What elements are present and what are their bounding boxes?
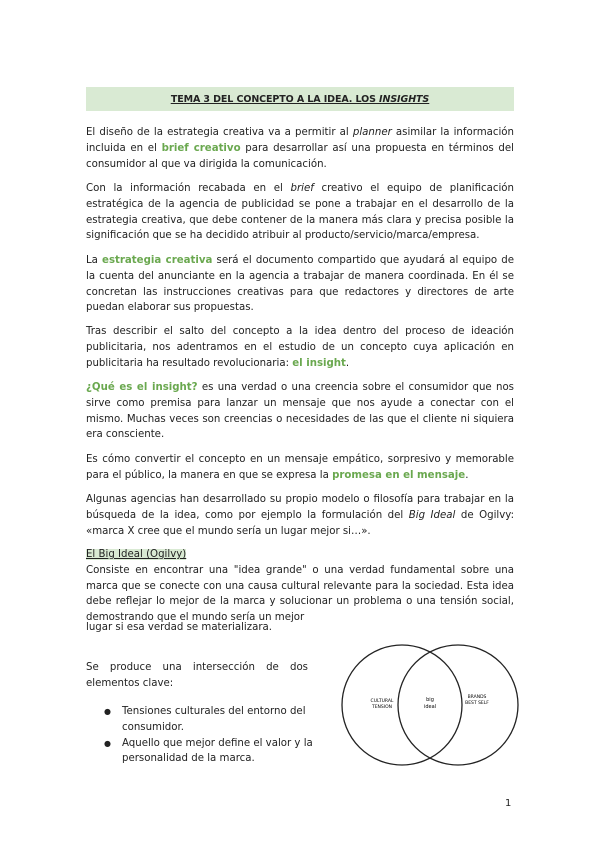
big-ideal-heading: El Big Ideal (Ogilvy) <box>86 549 187 560</box>
venn-diagram <box>330 640 530 770</box>
big-ideal-last-line: lugar si esa verdad se materializara. <box>86 622 273 633</box>
highlight-el-insight: el insight <box>292 357 346 369</box>
paragraph-4: Tras describir el salto del concepto a la idea dentro del proceso de ideación publicitaria, nos adentramos en el estudio de un concepto cuya aplicación en publicitaria ha resultado revolucionaria: el insight. <box>86 326 514 369</box>
list-item: ● Tensiones culturales del entorno del consumidor. <box>104 704 314 736</box>
highlight-promesa: promesa en el mensaje <box>332 469 466 481</box>
venn-center-label-1: big <box>426 697 434 703</box>
venn-circle-cultural <box>342 645 462 765</box>
highlight-que-es-insight: ¿Qué es el insight? <box>86 382 198 393</box>
title-text: TEMA 3 DEL CONCEPTO A LA IDEA. LOS <box>170 93 380 105</box>
paragraph-1: El diseño de la estrategia creativa va a permitir al planner asimilar la información incluida en el brief creativo para desarrollar así una propuesta en términos del consumidor al que va dirigida la comunicación. <box>86 127 514 170</box>
bullet-list <box>104 704 314 767</box>
venn-circle-brand <box>398 645 518 765</box>
paragraph-7: Algunas agencias han desarrollado su propio modelo o filosofía para trabajar en la búsqueda de la idea, como por ejemplo la formulación del Big Ideal de Ogilvy: «marca X cree que el mundo sería un lugar mejor si…». <box>86 494 515 537</box>
venn-right-label-1: BRANDS <box>467 695 487 700</box>
paragraph-5: ¿Qué es el insight? es una verdad o una creencia sobre el consumidor que nos sirve como premisa para lanzar un mensaje que nos ayude a conectar con el mismo. Muchas veces son creencias o necesidades de las que el cliente ni siquiera era consciente. <box>86 382 514 441</box>
venn-left-label-1: CULTURAL <box>370 699 394 704</box>
venn-center-label-2: ideal <box>423 704 437 710</box>
title-italic: INSIGHTS <box>379 93 430 105</box>
big-ideal-section: El Big Ideal (Ogilvy) Consiste en encontrar una "idea grande" o una verdad fundamental sobre una marca que se conecte con una causa cultural relevante para la sociedad. Esta idea debe reflejar lo mejor de la marca y solucionar un problema o una tensión social, demostrando que el mundo sería un mejor <box>86 549 514 624</box>
venn-right-label-2: BEST SELF <box>465 701 489 706</box>
highlight-estrategia-creativa: estrategia creativa <box>102 255 213 266</box>
list-item: ● Aquello que mejor define el valor y la personalidad de la marca. <box>104 736 314 768</box>
paragraph-6: Es cómo convertir el concepto en un mensaje empático, sorpresivo y memorable para el público, la manera en que se expresa la promesa en el mensaje. <box>86 454 514 481</box>
paragraph-2: Con la información recabada en el brief creativo el equipo de planificación estratégica de la agencia de publicidad se pone a trabajar en el desarrollo de la estrategia creativa, que debe contener de la manera más clara y precisa posible la significación que se ha decidido atribuir al producto/servicio/marca/empresa. <box>86 183 514 242</box>
venn-left-label-2: TENSION <box>371 705 393 710</box>
highlight-brief-creativo: brief creativo <box>161 142 241 154</box>
paragraph-intersection: Se produce una intersección de dos elementos clave: <box>86 662 308 689</box>
paragraph-3: La estrategia creativa será el documento compartido que ayudará al equipo de la cuenta del anunciante en la agencia a trabajar de manera coordinada. En él se concretan las instrucciones creativas para que redactores y directores de arte puedan elaborar sus propuestas. <box>86 255 514 314</box>
page-title <box>86 87 514 111</box>
page-number: 1 <box>505 798 512 809</box>
